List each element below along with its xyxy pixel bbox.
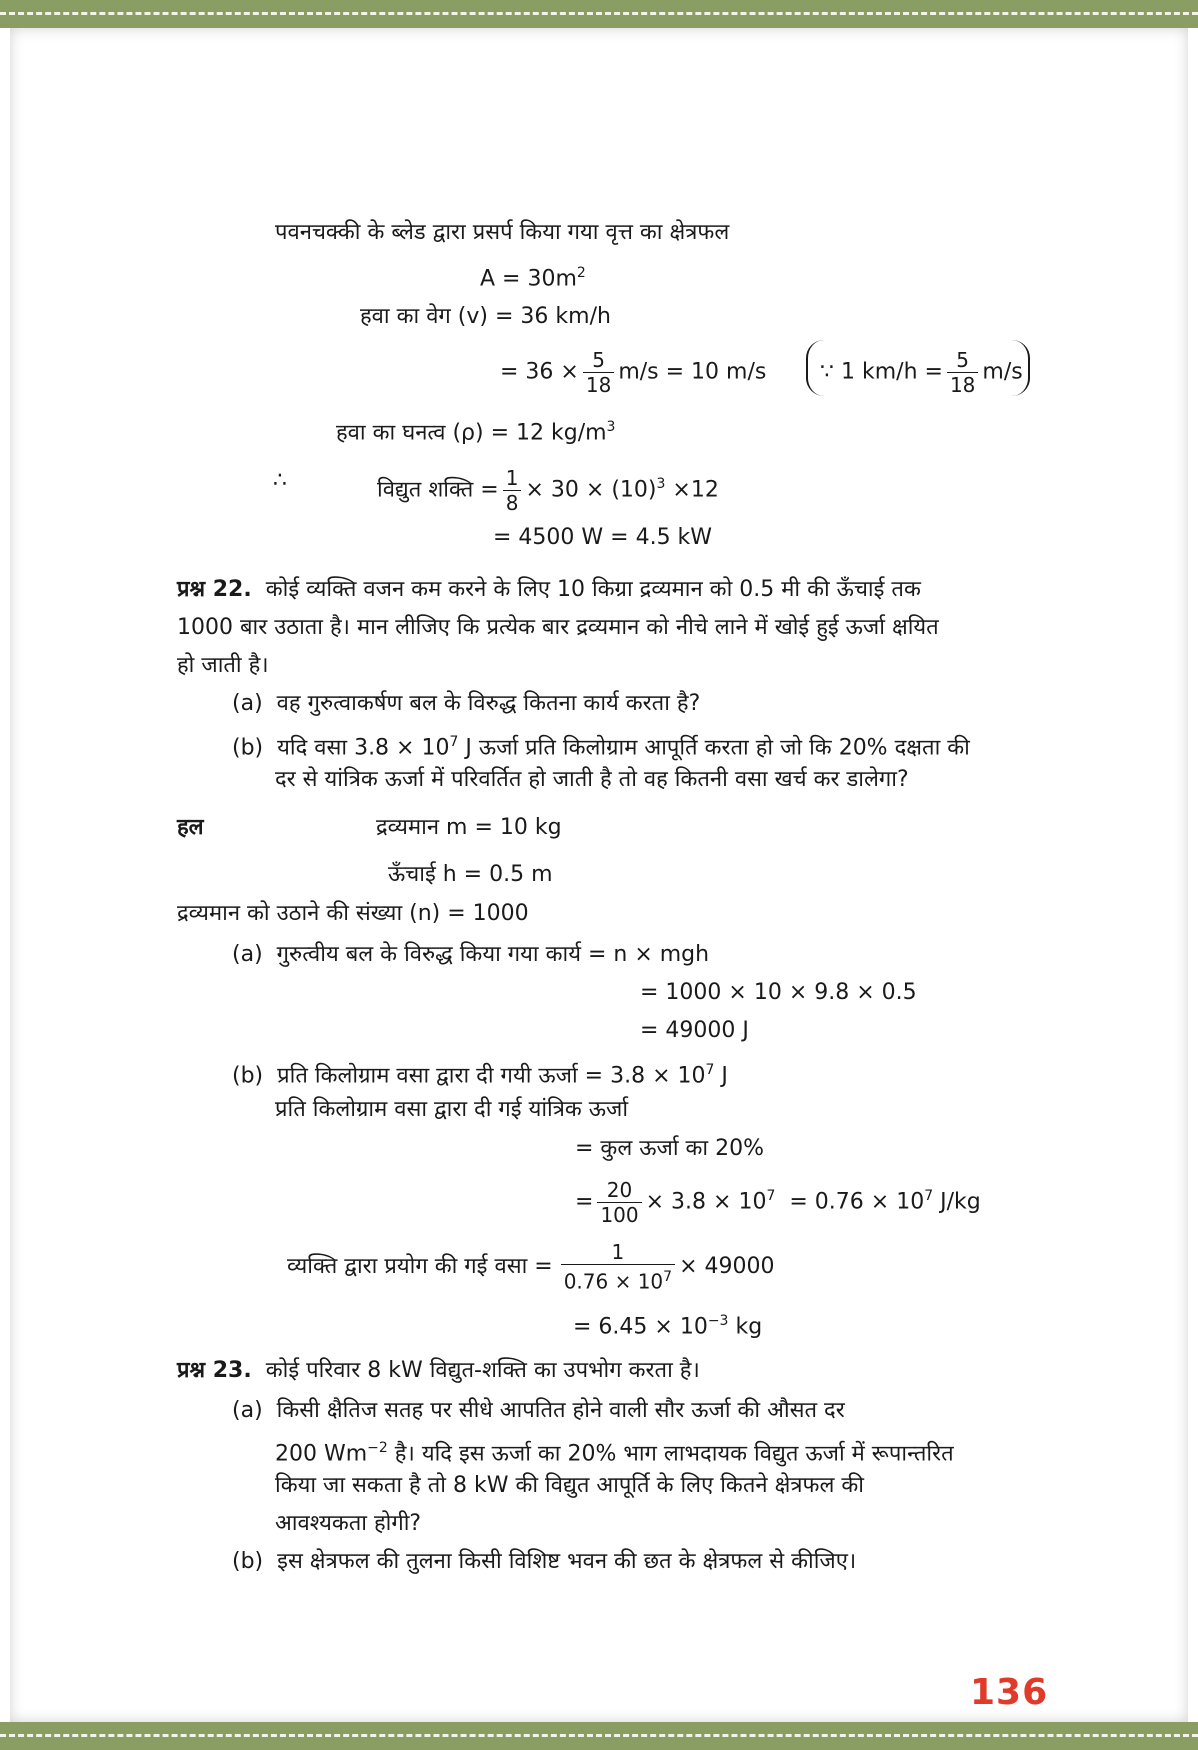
mechanical-energy-label: प्रति किलोग्राम वसा द्वारा दी गई यांत्रिक ऊर्जा	[275, 1097, 629, 1122]
question-23-part-a: (a) किसी क्षैतिज सतह पर सीधे आपतित होने वाली सौर ऊर्जा की औसत दर	[232, 1398, 845, 1423]
question-23: प्रश्न 23. कोई परिवार 8 kW विद्युत-शक्ति का उपभोग करता है।	[177, 1358, 700, 1383]
area-statement: पवनचक्की के ब्लेड द्वारा प्रसर्प किया गया वृत्त का क्षेत्रफल	[275, 220, 730, 245]
question-22-part-a: (a) वह गुरुत्वाकर्षण बल के विरुद्ध कितना कार्य करता है?	[232, 691, 701, 716]
question-22-part-b-line2: दर से यांत्रिक ऊर्जा में परिवर्तित हो जाती है तो वह कितनी वसा खर्च कर डालेगा?	[275, 767, 909, 792]
bottom-border	[0, 1722, 1198, 1750]
question-22-line2: 1000 बार उठाता है। मान लीजिए कि प्रत्येक बार द्रव्यमान को नीचे लाने में खोई हुई ऊर्जा क्षयित	[177, 615, 939, 640]
question-23-label: प्रश्न 23.	[177, 1358, 252, 1383]
question-23-part-a-line2: 200 $Wm^{-2}$ है। यदि इस ऊर्जा का 20% भाग लाभदायक विद्युत ऊर्जा में रूपान्तरित	[275, 1440, 954, 1467]
electric-power-formula: विद्युत शक्ति = $\frac{1}{8}$ × $30 \times (10)^3 \times 12$	[377, 466, 719, 515]
wind-speed: हवा का वेग (v) = 36 km/h	[360, 304, 611, 329]
question-22-part-b: (b) यदि वसा $3.8 \times 10^7$ J ऊर्जा प्रति किलोग्राम आपूर्ति करता हो जो कि 20% दक्षता की	[232, 734, 970, 761]
question-22-label: प्रश्न 22.	[177, 577, 252, 602]
question-22-line3: हो जाती है।	[177, 653, 269, 678]
air-density: हवा का घनत्व (ρ) = 12 $kg/m^3$	[336, 419, 616, 446]
solution-label: हल	[177, 815, 204, 840]
mechanical-energy-percent: = कुल ऊर्जा का 20%	[575, 1136, 765, 1161]
lift-count: द्रव्यमान को उठाने की संख्या (n) = 1000	[177, 901, 529, 926]
work-calculation: = 1000 × 10 × 9.8 × 0.5	[640, 980, 917, 1005]
mass-value: द्रव्यमान m = 10 kg	[376, 815, 562, 840]
question-23-part-a-line3: किया जा सकता है तो 8 kW की विद्युत आपूर्ति के लिए कितने क्षेत्रफल की	[275, 1473, 864, 1498]
area-value: $A = 30m^2$	[480, 265, 586, 292]
fat-used-result: = $6.45 \times 10^{-3}$ kg	[573, 1313, 763, 1340]
top-border	[0, 0, 1198, 28]
page-number: 136	[970, 1672, 1049, 1713]
electric-power-result: = 4500 W = 4.5 kW	[493, 525, 713, 550]
wind-speed-conversion: = 36 × $\frac{5}{18}$ m/s = 10 m/s	[500, 348, 767, 397]
question-23-part-b: (b) इस क्षेत्रफल की तुलना किसी विशिष्ट भवन की छत के क्षेत्रफल से कीजिए।	[232, 1549, 857, 1574]
therefore-symbol: ∴	[273, 468, 287, 493]
question-22: प्रश्न 22. कोई व्यक्ति वजन कम करने के लिए 10 किग्रा द्रव्यमान को 0.5 मी की ऊँचाई तक	[177, 577, 921, 602]
work-result: = 49000 J	[640, 1018, 749, 1043]
conversion-note: ∵ 1 km/h = $\frac{5}{18}$ m/s	[820, 348, 1023, 397]
height-value: ऊँचाई h = 0.5 m	[388, 862, 553, 887]
question-23-part-a-line4: आवश्यकता होगी?	[275, 1511, 422, 1536]
fat-used-formula: व्यक्ति द्वारा प्रयोग की गई वसा = $\frac{1}{0.76 \times 10^7}$ × 49000	[287, 1240, 775, 1294]
work-formula: (a) गुरुत्वीय बल के विरुद्ध किया गया कार्य = n × mgh	[232, 942, 710, 967]
fat-energy: (b) प्रति किलोग्राम वसा द्वारा दी गयी ऊर्जा = $3.8 \times 10^7$ J	[232, 1062, 728, 1089]
mechanical-energy-calculation: = $\frac{20}{100}$ × $3.8 \times 10^7 = 0.76 \times 10^7$ J/kg	[575, 1178, 981, 1227]
